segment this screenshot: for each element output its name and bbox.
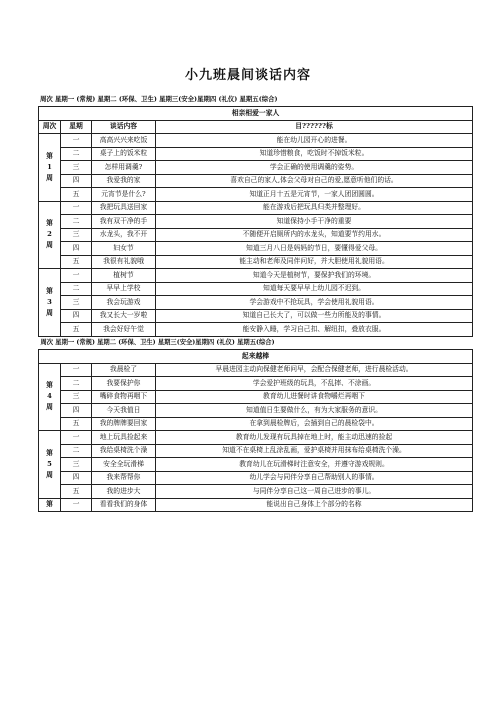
goal-cell: 知道三月八日是妈妈的节日，要懂得爱父母。 [156,242,473,256]
header-content: 谈话内容 [92,120,156,134]
table-row [39,323,473,337]
theme-title: 相亲相爱一家人 [39,107,473,121]
week-label-part: 4 [47,392,52,401]
day-cell: 三 [61,228,92,242]
week-label-part: 周 [46,241,53,250]
day-cell: 四 [61,242,92,256]
schedule-row [39,336,473,350]
day-cell: 五 [61,255,92,269]
content-cell: 我会玩游戏 [92,296,156,310]
goal-cell: 知道正月十五是元宵节，一家人团团圆圆。 [156,188,473,202]
week-label-part: 第 [46,151,53,160]
day-cell: 四 [61,471,92,485]
day-cell: 二 [61,377,92,391]
week-label-part: 第 [46,448,53,457]
theme-row [39,350,473,364]
header-week: 周次 [39,120,61,134]
content-cell: 植树节 [92,269,156,283]
day-cell: 五 [61,323,92,337]
table-row [39,161,473,175]
day-cell: 二 [61,282,92,296]
content-cell: 看看我们的身体 [92,498,156,512]
goal-cell: 知道保持小手干净的重要 [156,215,473,229]
table-row [39,269,473,283]
header-row [39,120,473,134]
goal-cell: 幼儿学会与同伴分享自己帮助别人的事情。 [156,471,473,485]
week-label [39,269,61,337]
table-row [39,458,473,472]
content-cell: 元宵节是什么? [92,188,156,202]
table-row [39,147,473,161]
goal-cell: 知道自己长大了，可以做一些力所能及的事情。 [156,309,473,323]
content-cell: 桌子上的饭米粒 [92,147,156,161]
content-cell: 地上玩具捡起来 [92,431,156,445]
table-row [39,255,473,269]
content-cell: 安全全玩滑梯 [92,458,156,472]
goal-cell: 教育幼儿发现有玩具掉在地上时，能主动迅速的捡起 [156,431,473,445]
day-cell: 四 [61,404,92,418]
table-row [39,242,473,256]
table-row [39,309,473,323]
goal-cell: 知道不在桌椅上乱涂乱画，爱护桌椅并用抹布给桌椅洗个澡。 [156,444,473,458]
day-cell: 四 [61,309,92,323]
day-cell: 一 [61,431,92,445]
day-cell: 一 [61,201,92,215]
table-row [39,471,473,485]
content-cell: 嘴碎食物再咽下 [92,390,156,404]
content-cell: 我要保护你 [92,377,156,391]
content-cell: 水龙头，我不开 [92,228,156,242]
table-row [39,431,473,445]
goal-cell: 学会游戏中不抢玩具，学会使用礼貌用语。 [156,296,473,310]
goal-cell: 喜欢自己的家人,体会父母对自己的爱,愿意听他们的话。 [156,174,473,188]
content-cell: 我晨检了 [92,363,156,377]
table-row [39,485,473,499]
week-label-part: 3 [47,297,52,306]
goal-cell: 学会正确的使用调羹的姿势。 [156,161,473,175]
table-row [39,174,473,188]
week-label-part: 周 [46,173,53,182]
table-row [39,296,473,310]
header-day: 星期 [61,120,92,134]
week-label [39,498,61,512]
content-cell: 早早上学校 [92,282,156,296]
week-label-part: 周 [46,403,53,412]
content-cell: 今天我值日 [92,404,156,418]
content-cell: 我给桌椅洗个澡 [92,444,156,458]
goal-cell: 能说出自己身体上个部分的名称 [156,498,473,512]
day-cell: 五 [61,485,92,499]
day-cell: 五 [61,188,92,202]
day-cell: 三 [61,296,92,310]
theme-title-2: 起来越棒 [39,350,473,364]
table-row [39,228,473,242]
content-cell: 我有双干净的手 [92,215,156,229]
day-cell: 三 [61,458,92,472]
table-row [39,282,473,296]
goal-cell: 能在游戏后把玩具归类并整理好。 [156,201,473,215]
goal-cell: 在拿到晨检牌后，会插到自己的晨检袋中。 [156,417,473,431]
week-label [39,201,61,269]
day-cell: 三 [61,161,92,175]
week-label [39,134,61,202]
day-cell: 三 [61,390,92,404]
content-cell: 我会好好午觉 [92,323,156,337]
goal-cell: 知道每天要早早上幼儿园不迟到。 [156,282,473,296]
day-cell: 二 [61,215,92,229]
day-cell: 一 [61,498,92,512]
content-cell: 我的进步大 [92,485,156,499]
goal-cell: 学会爱护班级的玩具，不乱摔、不涂画。 [156,377,473,391]
header-goal: 目??????标 [156,120,473,134]
content-cell: 高高兴兴来吃饭 [92,134,156,148]
content-cell: 我把玩具送回家 [92,201,156,215]
goal-cell: 不随便开启厕所内的水龙头，知道要节约用水。 [156,228,473,242]
week-label-part: 2 [47,230,52,239]
goal-cell: 知道值日生要做什么，有为大家服务的意识。 [156,404,473,418]
goal-cell: 教育幼儿进餐时讲食物嚼烂再咽下 [156,390,473,404]
day-cell: 一 [61,134,92,148]
content-cell: 怎样用调羹? [92,161,156,175]
week-label-part: 第 [46,500,53,509]
week-label-part: 1 [47,162,52,171]
table-row [39,444,473,458]
table-row [39,498,473,512]
table-row [39,417,473,431]
table-row [39,134,473,148]
week-label-part: 第 [46,286,53,295]
goal-cell: 能安静入睡，学习自己扣、解纽扣，叠放衣服。 [156,323,473,337]
day-cell: 五 [61,417,92,431]
table-row [39,377,473,391]
week-label-part: 5 [47,459,52,468]
table-row [39,215,473,229]
goal-cell: 教育幼儿在玩滑梯时注意安全，并遵守游戏规则。 [156,458,473,472]
theme-row [39,107,473,121]
day-cell: 二 [61,147,92,161]
content-cell: 我的牌牌要回家 [92,417,156,431]
table-row [39,188,473,202]
goal-cell: 能主动和老师及同伴问好，并大胆使用礼貌用语。 [156,255,473,269]
goal-cell: 知道珍惜粮食，吃饭时不掉饭米粒。 [156,147,473,161]
week-label [39,431,61,499]
goal-cell: 知道今天是植树节，要保护我们的环境。 [156,269,473,283]
day-cell: 一 [61,269,92,283]
table-row [39,390,473,404]
content-cell: 妇女节 [92,242,156,256]
content-cell: 我来帮帮你 [92,471,156,485]
week-label-part: 周 [46,308,53,317]
content-cell: 我又长大一岁啦 [92,309,156,323]
table-row [39,404,473,418]
schedule-line: 周次 星期一 (常规) 星期二 (环保、卫生) 星期三(安全)星期四 (礼仪) 星期五(综合) [40,95,278,103]
goal-cell: 能在幼儿园开心的进餐。 [156,134,473,148]
talk-table [38,106,473,512]
week-label [39,363,61,431]
goal-cell: 早晨进园主动向保健老师问早，会配合保健老师，进行晨检活动。 [156,363,473,377]
schedule-line-2: 周次 星期一 (常规) 星期二 (环保、卫生) 星期三(安全)星期四 (礼仪) 星期五(综合) [39,336,473,350]
goal-cell: 与同伴分享自己这一周自己进步的事儿。 [156,485,473,499]
content-cell: 我很有礼貌哦 [92,255,156,269]
day-cell: 四 [61,174,92,188]
table-row [39,201,473,215]
day-cell: 二 [61,444,92,458]
week-label-part: 第 [46,219,53,228]
table-row [39,363,473,377]
day-cell: 一 [61,363,92,377]
page-title: 小九班晨间谈话内容 [184,68,311,83]
content-cell: 我爱我的家 [92,174,156,188]
week-label-part: 周 [46,470,53,479]
week-label-part: 第 [46,381,53,390]
